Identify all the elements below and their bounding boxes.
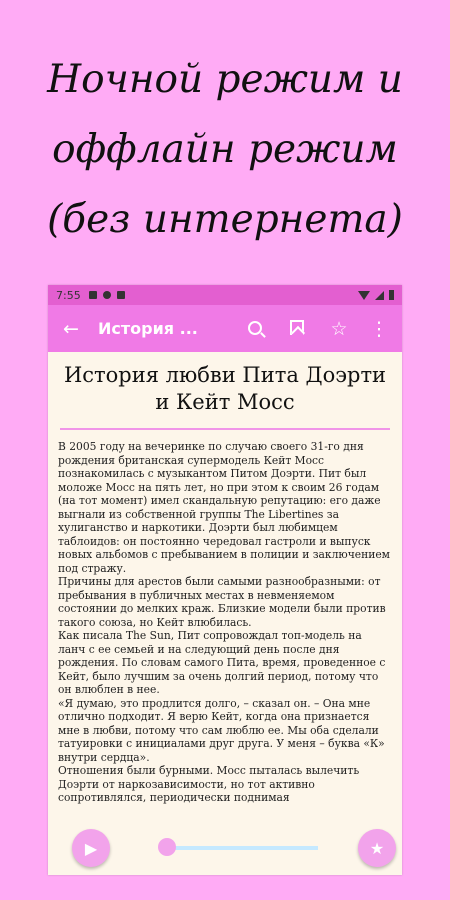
play-icon: ▶ (84, 838, 98, 858)
paragraph: Причины для арестов были самыми разнообразными: от пребывания в публичных местах в невменяемом состоянии до мелких краж. Близкие модели были против такого союза, но Кейт влюбилась. (58, 575, 386, 629)
slider-thumb[interactable] (158, 838, 176, 856)
article-body (58, 440, 392, 805)
star-icon: ★ (369, 838, 385, 858)
sync-icon (103, 291, 111, 299)
paragraph: «Я думаю, это продлится долго, – сказал он. – Она мне отлично подходит. Я верю Кейт, когда она признается мне в любви, потому что сам люблю ее. Мы оба сделали татуировки с инициалами друг друга. У меня – буква «К» внутри сердца». (58, 696, 385, 764)
app-bar (48, 305, 402, 352)
article-title: История любви Пита Доэрти и Кейт Мосс (63, 363, 387, 414)
more-vert-icon[interactable]: ⋮ (369, 317, 389, 340)
article-content (48, 362, 402, 805)
title-divider (60, 428, 390, 430)
battery-icon (389, 290, 394, 300)
search-icon[interactable] (240, 318, 270, 340)
status-time: 7:55 (56, 288, 81, 302)
notification-icon (89, 291, 97, 299)
back-arrow-icon[interactable]: ← (63, 317, 79, 340)
phone-screen (48, 285, 402, 875)
promo-line-1: Ночной режим и (47, 57, 403, 102)
bookmark-icon[interactable] (282, 318, 312, 340)
promo-caption (0, 45, 450, 255)
promo-line-2: оффлайн режим (52, 127, 398, 172)
status-bar (48, 285, 402, 305)
paragraph: Отношения были бурными. Мосс пыталась вылечить Доэрти от наркозависимости, но тот активно сопротивлялся, периодически поднимая (58, 764, 360, 804)
favorite-button[interactable] (358, 829, 396, 867)
star-outline-icon[interactable]: ☆ (330, 317, 348, 340)
wifi-icon (358, 291, 370, 300)
promo-line-3: (без интернета) (47, 197, 403, 242)
paragraph: Как писала The Sun, Пит сопровождал топ-модель на ланч с ее семьей и на следующий день после дня рождения. По словам самого Пита, время, проведенное с Кейт, было лучшим за очень долгий период, потому что он влюблен в нее. (58, 629, 386, 696)
lock-icon (117, 291, 125, 299)
audio-progress-slider[interactable] (166, 846, 318, 850)
paragraph: В 2005 году на вечеринке по случаю своего 31-го дня рождения британская супермодель Кейт Мосс познакомилась с музыкантом Питом Доэрти. Пит был моложе Мосс на пять лет, но при этом к своим 26 годам (на тот момент) имел скандальную репутацию: его даже выгнали из собственной группы The Libertines за хулиганство и наркотики. Доэрти был любимцем таблоидов: он постоянно чередовал гастроли и выпуск новых альбомов с пребыванием в полиции и заключением под стражу. (58, 440, 390, 575)
signal-icon (375, 291, 384, 300)
play-button[interactable] (72, 829, 110, 867)
app-bar-title: История ... (98, 319, 198, 338)
